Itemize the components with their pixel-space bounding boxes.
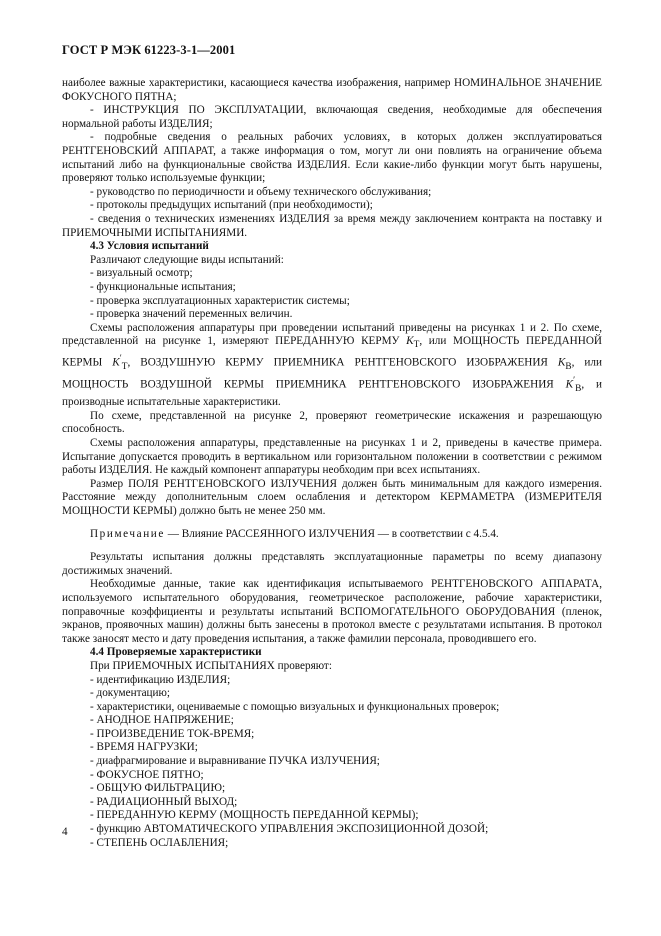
note-text: — Влияние РАССЕЯННОГО ИЗЛУЧЕНИЯ — в соответствии с 4.5.4. — [164, 527, 499, 540]
list-item: - характеристики, оцениваемые с помощью визуальных и функциональных проверок; — [90, 700, 500, 713]
paragraph: - руководство по периодичности и объему технического обслуживания; — [90, 185, 432, 198]
note-label: Примечание — [90, 527, 165, 540]
paragraph: Необходимые данные, такие как идентификация испытываемого РЕНТГЕНОВСКОГО АППАРАТА, используемого испытательного оборудования, геометрическое расположение, рабочие характеристики, поправочные коэффициенты и результаты испытаний ВСПОМОГАТЕЛЬНОГО ОБОРУДОВАНИЯ (пленок, экранов, проявочных машин) должны быть занесены в протокол вместе с результатами испытания. В протокол также заносят место и дату проведения испытания, а также фамилии персонала, проводившего его. — [62, 578, 602, 645]
list-item: - РАДИАЦИОННЫЙ ВЫХОД; — [90, 795, 238, 808]
list-item: - ОБЩУЮ ФИЛЬТРАЦИЮ; — [90, 782, 226, 795]
list-item: - идентификацию ИЗДЕЛИЯ; — [90, 673, 231, 686]
paragraph: Результаты испытания должны представлять эксплуатационные параметры по всему диапазону достижимых значений. — [62, 551, 602, 577]
list-item: - документацию; — [90, 687, 170, 700]
paragraph: Схемы расположения аппаратуры, представленные на рисунках 1 и 2, приведены в качестве примера. Испытание допускается проводить в вертикальном или горизонтальном положении в соответствии с режимом работы ИЗДЕЛИЯ. Не каждый компонент аппаратуры необходим при всех испытаниях. — [62, 437, 602, 477]
list-item: - проверка эксплуатационных характеристик системы; — [90, 294, 350, 307]
list-item: - функциональные испытания; — [90, 280, 236, 293]
section-intro: При ПРИЕМОЧНЫХ ИСПЫТАНИЯХ проверяют: — [90, 659, 332, 672]
paragraph: Размер ПОЛЯ РЕНТГЕНОВСКОГО ИЗЛУЧЕНИЯ должен быть минимальным для каждого измерения. Расстояние между дополнительным слоем ослабления и детектором КЕРМАМЕТРА (ИЗМЕРИТЕЛЯ МОЩНОСТИ КЕРМЫ) должно быть не менее 250 мм. — [62, 477, 602, 517]
note — [62, 528, 602, 542]
list-item: - диафрагмирование и выравнивание ПУЧКА ИЗЛУЧЕНИЯ; — [90, 755, 380, 768]
page-number: 4 — [62, 826, 68, 838]
section-heading-4-3: 4.3 Условия испытаний — [90, 240, 209, 253]
paragraph-measurements: Схемы расположения аппаратуры при проведении испытаний приведены на рисунках 1 и 2. По схеме, представленной на рисунке 1, измеряют ПЕРЕДАННУЮ КЕРМУ $K_T$, или МОЩНОСТЬ ПЕРЕДАННОЙ КЕРМЫ $K'_T$, ВОЗДУШНУЮ КЕРМУ ПРИЕМНИКА РЕНТГЕНОВСКОГО ИЗОБРАЖЕНИЯ $K_B$, или МОЩНОСТЬ ВОЗДУШНОЙ КЕРМЫ ПРИЕМНИКА РЕНТГЕНОВСКОГО ИЗОБРАЖЕНИЯ $K'_B$, и производные испытательные характеристики. — [62, 321, 602, 409]
paragraph: наиболее важные характеристики, касающиеся качества изображения, например НОМИНАЛЬНОЕ ЗНАЧЕНИЕ ФОКУСНОГО ПЯТНА; — [62, 77, 602, 103]
list-item: - визуальный осмотр; — [90, 267, 193, 280]
document-header: ГОСТ Р МЭК 61223-3-1—2001 — [62, 43, 236, 57]
list-item: - СТЕПЕНЬ ОСЛАБЛЕНИЯ; — [90, 836, 229, 849]
list-item: - ФОКУСНОЕ ПЯТНО; — [90, 768, 204, 781]
list-item: - проверка значений переменных величин. — [90, 308, 293, 321]
list-item: - ВРЕМЯ НАГРУЗКИ; — [90, 741, 198, 754]
paragraph: - подробные сведения о реальных рабочих условиях, в которых должен эксплуатироваться РЕНТГЕНОВСКИЙ АППАРАТ, а также информация о том, могут ли они повлиять на ограничение объема испытаний либо на функциональные свойства ИЗДЕЛИЯ. Если какие-либо функции могут быть нарушены, проверяют только используемые функции; — [62, 131, 602, 185]
document-body — [62, 77, 602, 850]
paragraph: - протоколы предыдущих испытаний (при необходимости); — [90, 199, 373, 212]
paragraph: По схеме, представленной на рисунке 2, проверяют геометрические искажения и разрешающую способность. — [62, 409, 602, 436]
list-item: - ПЕРЕДАННУЮ КЕРМУ (МОЩНОСТЬ ПЕРЕДАННОЙ КЕРМЫ); — [90, 809, 419, 822]
paragraph: - сведения о технических изменениях ИЗДЕЛИЯ за время между заключением контракта на поставку и ПРИЕМОЧНЫМИ ИСПЫТАНИЯМИ. — [62, 212, 602, 239]
list-item: - АНОДНОЕ НАПРЯЖЕНИЕ; — [90, 714, 234, 727]
paragraph: - ИНСТРУКЦИЯ ПО ЭКСПЛУАТАЦИИ, включающая сведения, необходимые для обеспечения нормальной работы ИЗДЕЛИЯ; — [62, 104, 602, 130]
section-intro: Различают следующие виды испытаний: — [90, 253, 284, 266]
list-item: - функцию АВТОМАТИЧЕСКОГО УПРАВЛЕНИЯ ЭКСПОЗИЦИОННОЙ ДОЗОЙ; — [90, 823, 489, 836]
list-item: - ПРОИЗВЕДЕНИЕ ТОК-ВРЕМЯ; — [90, 727, 255, 740]
section-heading-4-4: 4.4 Проверяемые характеристики — [90, 646, 262, 659]
